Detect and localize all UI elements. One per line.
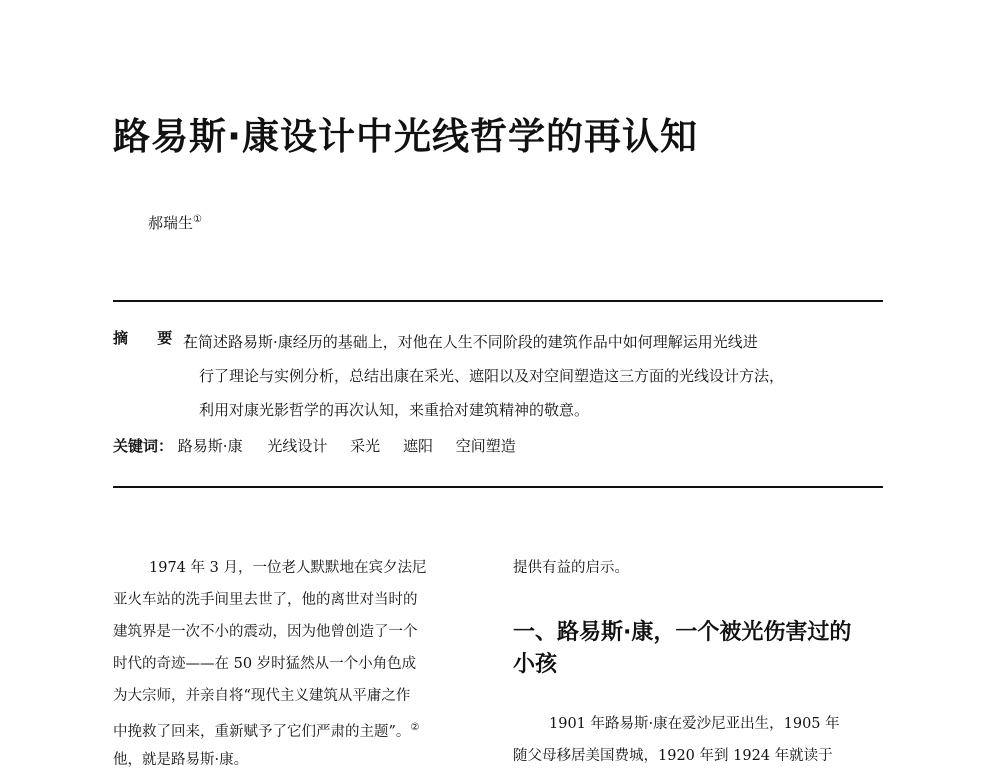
section-heading: [513, 617, 888, 681]
abstract-line: 在简述路易斯·康经历的基础上，对他在人生不同阶段的建筑作品中如何理解运用光线进: [183, 333, 758, 351]
footnote-mark: ②: [410, 722, 420, 733]
body-line: 1974 年 3 月，一位老人默默地在宾夕法尼: [149, 560, 427, 576]
keywords-label: 关键词：: [113, 437, 174, 455]
body-line: 建筑界是一次不小的震动，因为他曾创造了一个: [113, 624, 418, 640]
keyword: 路易斯·康: [177, 437, 243, 455]
body-line: 随父母移居美国费城，1920 年到 1924 年就读于: [513, 748, 833, 764]
abstract-label: 摘 要：: [113, 329, 212, 347]
abstract-text: [183, 325, 888, 427]
keywords-list: [178, 437, 534, 455]
author-note-mark: ①: [193, 214, 202, 225]
body-line: 他，就是路易斯·康。: [113, 752, 249, 768]
bottom-rule: [113, 486, 883, 488]
keyword: 光线设计: [267, 437, 328, 455]
body-line: 时代的奇迹——在 50 岁时猛然从一个小角色成: [113, 656, 417, 672]
keyword: 采光: [350, 437, 381, 455]
body-right-paragraph: [513, 708, 888, 772]
body-line-text: 中挽救了回来，重新赋予了它们严肃的主题”。: [113, 724, 411, 740]
abstract-line: 利用对康光影哲学的再次认知，来重拾对建筑精神的敬意。: [199, 401, 590, 419]
body-line: [113, 712, 491, 744]
page-title: 路易斯·康设计中光线哲学的再认知: [113, 115, 699, 158]
body-left-column: [113, 552, 491, 776]
body-line: 1901 年路易斯·康在爱沙尼亚出生，1905 年: [549, 716, 840, 732]
body-line: 亚火车站的洗手间里去世了，他的离世对当时的: [113, 592, 418, 608]
body-line: 提供有益的启示。: [513, 560, 629, 576]
body-right-column: [513, 552, 888, 584]
body-line: 为大宗师，并亲自将“现代主义建筑从平庸之作: [113, 688, 411, 704]
section-heading-line: 小孩: [513, 652, 558, 677]
keyword: 遮阳: [402, 437, 433, 455]
keyword: 空间塑造: [455, 437, 516, 455]
author-line: [148, 210, 202, 233]
section-heading-line: 一、路易斯·康，一个被光伤害过的: [513, 620, 852, 645]
abstract-line: 行了理论与实例分析，总结出康在采光、遮阳以及对空间塑造这三方面的光线设计方法，: [199, 367, 785, 385]
keywords: [113, 432, 534, 460]
author-name: 郝瑞生: [148, 214, 194, 232]
top-rule: [113, 300, 883, 302]
